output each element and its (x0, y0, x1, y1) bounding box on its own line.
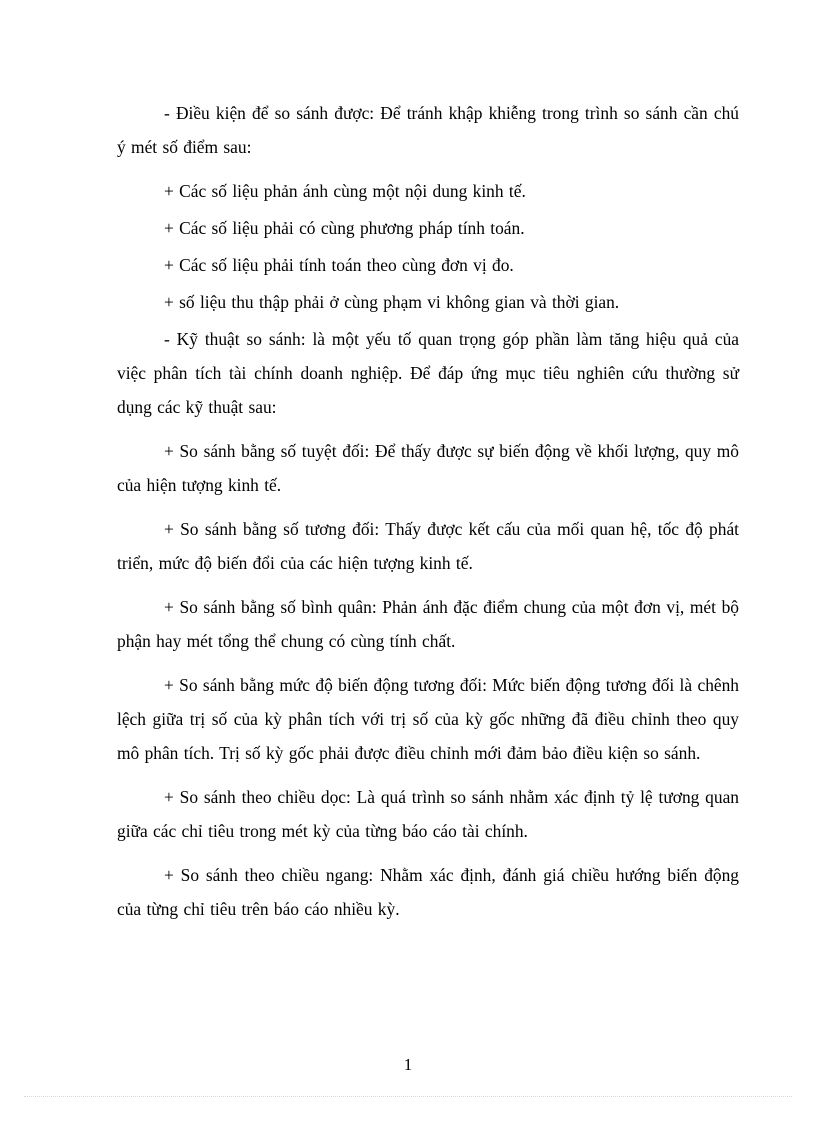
paragraph-condition-3: + Các số liệu phải tính toán theo cùng đơn vị đo. (164, 255, 514, 275)
paragraph-condition-1: + Các số liệu phản ánh cùng một nội dung kinh tế. (164, 181, 526, 201)
paragraph-condition-2: + Các số liệu phải có cùng phương pháp tính toán. (164, 218, 525, 238)
page-number: 1 (403, 1055, 413, 1074)
paragraph-comparison-techniques: - Kỹ thuật so sánh: là một yếu tố quan trọng góp phần làm tăng hiệu quả của việc phân tích tài chính doanh nghiệp. Để đáp ứng mục tiêu nghiên cứu thường sử dụng các kỹ thuật sau: (117, 329, 739, 417)
paragraph-relative-comparison: + So sánh bằng số tương đối: Thấy được kết cấu của mối quan hệ, tốc độ phát triển, mức độ biến đổi của các hiện tượng kinh tế. (117, 519, 739, 573)
paragraph-comparison-conditions: - Điều kiện để so sánh được: Để tránh khập khiễng trong trình so sánh cần chú ý mét số điểm sau: (117, 103, 739, 157)
body-text (117, 96, 739, 936)
paragraph-average-comparison: + So sánh bằng số bình quân: Phản ánh đặc điểm chung của một đơn vị, mét bộ phận hay mét tổng thể chung có cùng tính chất. (117, 597, 739, 651)
paragraph-relative-variation: + So sánh bằng mức độ biến động tương đối: Mức biến động tương đối là chênh lệch giữa trị số của kỳ phân tích với trị số của kỳ gốc những đã điều chỉnh theo quy mô phân tích. Trị số kỳ gốc phải được điều chỉnh mới đảm bảo điều kiện so sánh. (117, 675, 739, 763)
paragraph-vertical-comparison: + So sánh theo chiều dọc: Là quá trình so sánh nhằm xác định tỷ lệ tương quan giữa các chỉ tiêu trong mét kỳ của từng báo cáo tài chính. (117, 787, 739, 841)
paragraph-absolute-comparison: + So sánh bằng số tuyệt đối: Để thấy được sự biến động về khối lượng, quy mô của hiện tượng kinh tế. (117, 441, 739, 495)
page-bottom-divider (24, 1096, 792, 1097)
paragraph-horizontal-comparison: + So sánh theo chiều ngang: Nhằm xác định, đánh giá chiều hướng biến động của từng chỉ tiêu trên báo cáo nhiều kỳ. (117, 865, 739, 919)
paragraph-condition-4: + số liệu thu thập phải ở cùng phạm vi không gian và thời gian. (164, 292, 620, 312)
